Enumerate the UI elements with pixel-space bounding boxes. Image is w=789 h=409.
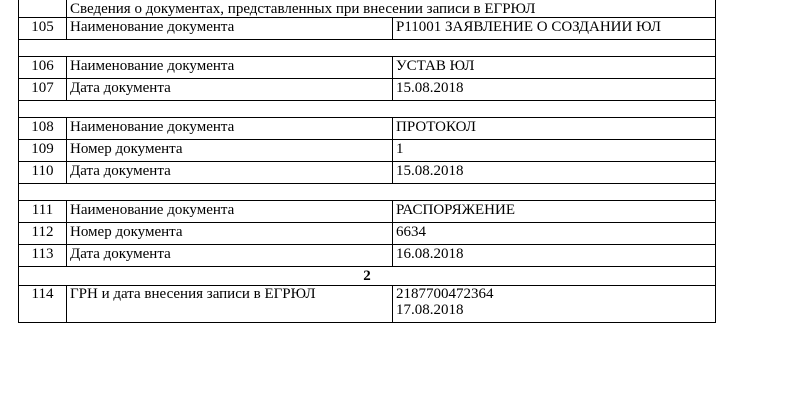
row-number: 105 (19, 18, 67, 40)
row-value: 15.08.2018 (393, 79, 716, 101)
row-value: РАСПОРЯЖЕНИЕ (393, 201, 716, 223)
row-label: Дата документа (67, 245, 393, 267)
table-row (19, 245, 716, 267)
table-row (19, 57, 716, 79)
row-label: Наименование документа (67, 57, 393, 79)
table-row (19, 79, 716, 101)
row-number: 112 (19, 223, 67, 245)
row-value: УСТАВ ЮЛ (393, 57, 716, 79)
empty-cell (19, 0, 67, 18)
table-row (19, 223, 716, 245)
row-number: 106 (19, 57, 67, 79)
row-number: 114 (19, 286, 67, 323)
table-row (19, 286, 716, 323)
spacer-row (19, 184, 716, 201)
row-label: Номер документа (67, 223, 393, 245)
spacer-row (19, 40, 716, 57)
row-number: 110 (19, 162, 67, 184)
row-number: 111 (19, 201, 67, 223)
page-number-row (19, 267, 716, 286)
table-row (19, 162, 716, 184)
grn-value: 2187700472364 (396, 286, 494, 302)
table-row (19, 201, 716, 223)
page-number: 2 (19, 267, 716, 286)
row-label: Номер документа (67, 140, 393, 162)
table-row (19, 18, 716, 40)
row-label: Наименование документа (67, 118, 393, 140)
row-value: ПРОТОКОЛ (393, 118, 716, 140)
row-label: Дата документа (67, 162, 393, 184)
egrul-documents-table (18, 0, 716, 323)
row-number: 108 (19, 118, 67, 140)
row-label: Наименование документа (67, 201, 393, 223)
row-value: 6634 (393, 223, 716, 245)
empty-cell (19, 40, 716, 57)
row-label: Дата документа (67, 79, 393, 101)
table-row (19, 140, 716, 162)
section-header-row (19, 0, 716, 18)
spacer-row (19, 101, 716, 118)
table-row (19, 118, 716, 140)
row-number: 107 (19, 79, 67, 101)
row-label: Наименование документа (67, 18, 393, 40)
row-value: 15.08.2018 (393, 162, 716, 184)
row-value (393, 286, 716, 323)
grn-date: 17.08.2018 (396, 302, 464, 318)
row-value: 1 (393, 140, 716, 162)
row-value: 16.08.2018 (393, 245, 716, 267)
row-number: 109 (19, 140, 67, 162)
row-value: Р11001 ЗАЯВЛЕНИЕ О СОЗДАНИИ ЮЛ (393, 18, 716, 40)
empty-cell (19, 184, 716, 201)
section-title: Сведения о документах, представленных при внесении записи в ЕГРЮЛ (67, 0, 716, 18)
empty-cell (19, 101, 716, 118)
row-number: 113 (19, 245, 67, 267)
row-label: ГРН и дата внесения записи в ЕГРЮЛ (67, 286, 393, 323)
